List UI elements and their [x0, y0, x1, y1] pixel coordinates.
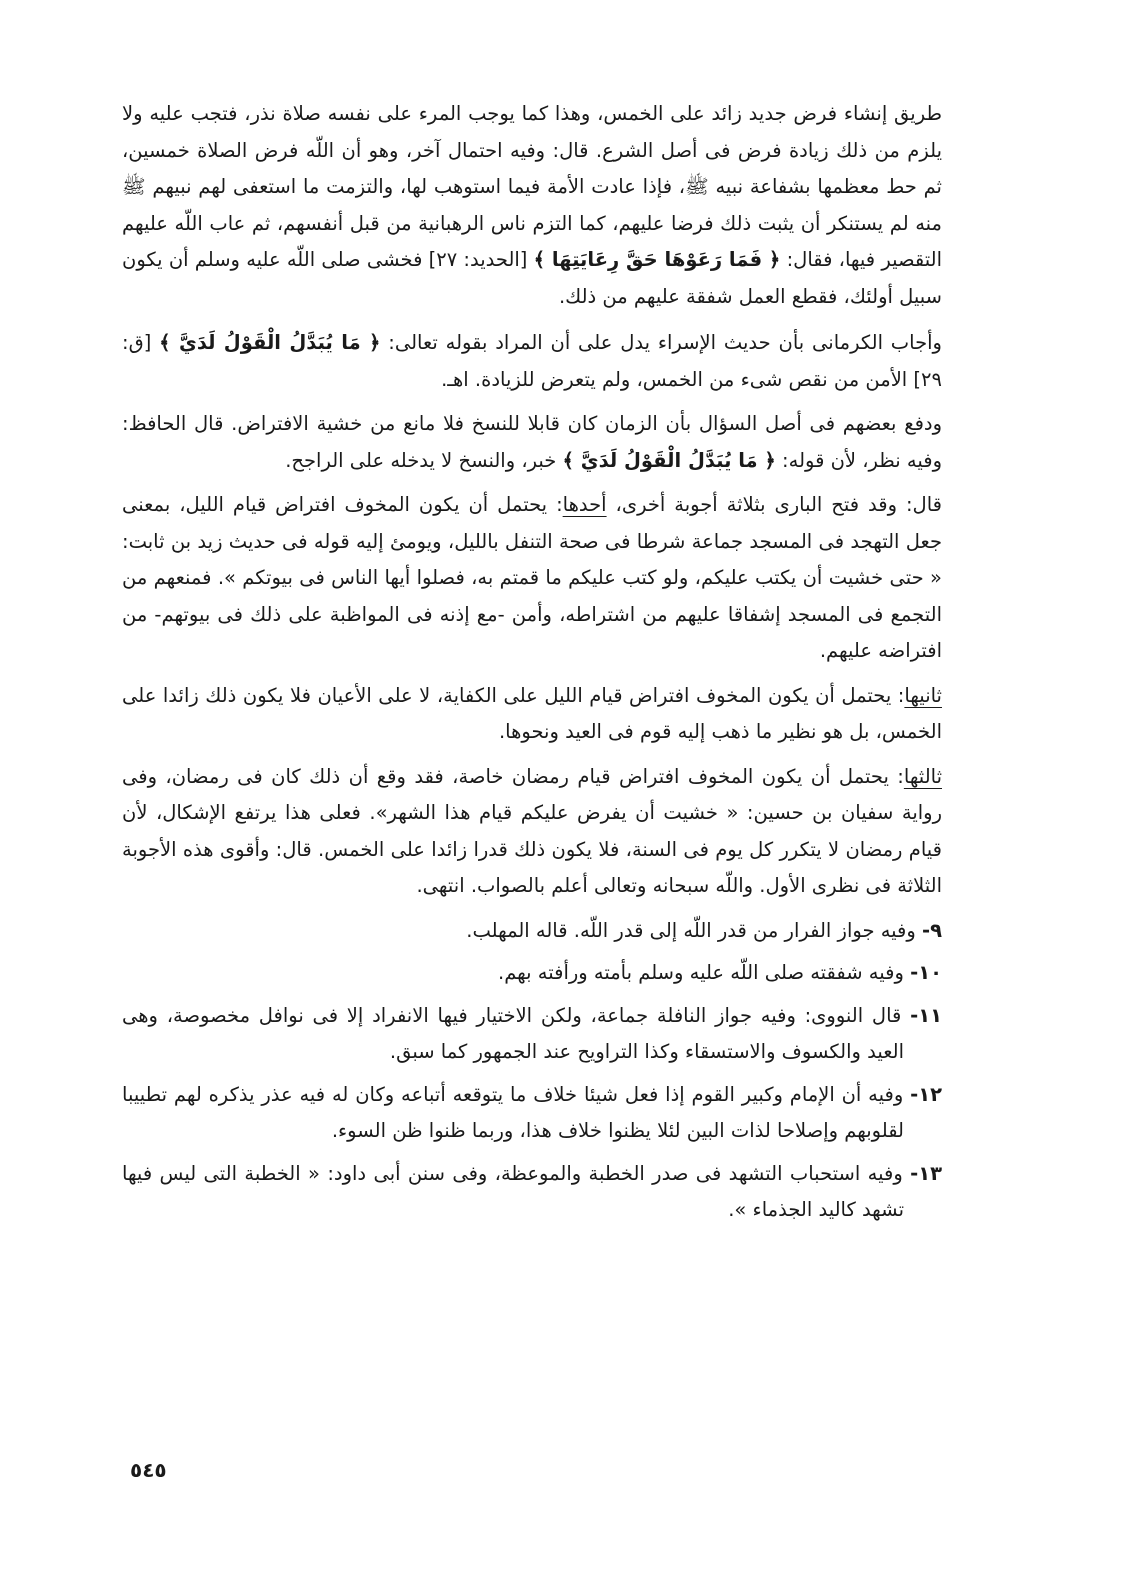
paragraph-third-answer: [122, 759, 942, 905]
item-number: ١٣-: [910, 1161, 942, 1185]
paragraph-text: وأجاب الكرمانى بأن حديث الإسراء يدل على أن المراد بقوله تعالى:: [388, 331, 942, 354]
paragraph-text: : يحتمل أن يكون المخوف افتراض قيام رمضان خاصة، فقد وقع أن ذلك كان فى رمضان، وفى رواية سفيان بن حسين: « خشيت أن يفرض عليكم قيام هذا الشهر». فعلى هذا يرتفع الإشكال، لأن قيام رمضان لا يتكرر كل يوم فى السنة، فلا يكون ذلك قدرا زائدا على الخمس. قال: وأقوى هذه الأجوبة الثلاثة فى نظرى الأول. واللّه سبحانه وتعالى أعلم بالصواب. انتهى.: [122, 764, 942, 897]
paragraph-second-answer: [122, 678, 942, 751]
paragraph-text: قال: وقد فتح البارى بثلاثة أجوبة أخرى،: [615, 493, 942, 516]
page-number: ٥٤٥: [130, 1458, 167, 1482]
item-text: وفيه استحباب التشهد فى صدر الخطبة والموعظة، وفى سنن أبى داود: « الخطبة التى ليس فيها تشهد كاليد الجذماء ».: [122, 1161, 904, 1221]
paragraph-text: خبر، والنسخ لا يدخله على الراجح.: [285, 448, 557, 472]
quran-verse: ﴿ مَا يُبَدَّلُ الْقَوْلُ لَدَيَّ ﴾: [159, 331, 381, 354]
item-number: ١١-: [910, 1003, 942, 1027]
item-text: قال النووى: وفيه جواز النافلة جماعة، ولكن الاختيار فيها الانفراد إلا فى نوافل مخصوصة، وهى العيد والكسوف والاستسقاء وكذا التراويح عند الجمهور كما سبق.: [122, 1003, 904, 1063]
paragraph-text: طريق إنشاء فرض جديد زائد على الخمس، وهذا كما يوجب المرء على نفسه صلاة نذر، فتجب عليه ولا يلزم من ذلك زيادة فرض فى أصل الشرع. قال: وفيه احتمال آخر، وهو أن اللّه فرض الصلاة خمسين، ثم حط معظمها بشفاعة نبيه ﷺ، فإذا عادت الأمة فيما استوهب لها، والتزمت ما استعفى لهم نبيهم ﷺ منه لم يستنكر أن يثبت ذلك فرضا عليهم، كما التزم ناس الرهبانية من قبل أنفسهم، ثم عاب اللّه عليهم التقصير فيها، فقال:: [122, 102, 942, 271]
list-item: [122, 998, 942, 1071]
item-number: ١٢-: [910, 1082, 942, 1106]
paragraph-first-answer: [122, 487, 942, 670]
quran-verse: ﴿ مَا يُبَدَّلُ الْقَوْلُ لَدَيَّ ﴾: [562, 448, 776, 472]
answer-label: ثانيها: [904, 683, 942, 707]
paragraph-kirmani: [122, 325, 942, 398]
page-body: [122, 96, 942, 1235]
paragraph-text: [ق: ٢٩] الأمن من نقص شىء من الخمس، ولم يتعرض للزيادة. اهـ.: [122, 331, 942, 391]
list-item: [122, 1077, 942, 1150]
list-item: [122, 955, 942, 992]
answer-label: أحدها: [562, 493, 607, 516]
paragraph-objection: [122, 406, 942, 479]
list-item: [122, 1156, 942, 1229]
item-number: ٩-: [922, 918, 942, 942]
quran-verse: ﴿ فَمَا رَعَوْهَا حَقَّ رِعَايَتِهَا ﴾: [533, 248, 781, 271]
paragraph-text: : يحتمل أن يكون المخوف افتراض قيام الليل على الكفاية، لا على الأعيان فلا يكون ذلك زائدا على الخمس، بل هو نظير ما ذهب إليه قوم فى العيد ونحوها.: [122, 683, 942, 743]
item-text: وفيه جواز الفرار من قدر اللّه إلى قدر اللّه. قاله المهلب.: [466, 918, 916, 942]
paragraph-text: : يحتمل أن يكون المخوف افتراض قيام الليل، بمعنى جعل التهجد فى المسجد جماعة شرطا فى صحة التنفل بالليل، ويومئ إليه قوله فى حديث زيد بن ثابت: « حتى خشيت أن يكتب عليكم، ولو كتب عليكم ما قمتم به، فصلوا أيها الناس فى بيوتكم ». فمنعهم من التجمع فى المسجد إشفاقا عليهم من اشتراطه، وأمن -مع إذنه فى المواظبة على ذلك فى بيوتهم- من افتراضه عليهم.: [122, 493, 942, 662]
answer-label: ثالثها: [903, 764, 942, 788]
paragraph-continuation: [122, 96, 942, 315]
paragraph-text: ودفع بعضهم فى أصل السؤال بأن الزمان كان قابلا للنسخ فلا مانع من خشية الافتراض. قال الحافظ: وفيه نظر، لأن قوله:: [122, 412, 942, 472]
list-item: [122, 913, 942, 950]
paragraph-text: [الحديد: ٢٧] فخشى صلى اللّه عليه وسلم أن يكون سبيل أولئك، فقطع العمل شفقة عليهم من ذلك.: [122, 248, 942, 308]
item-number: ١٠-: [910, 961, 942, 984]
item-text: وفيه شفقته صلى اللّه عليه وسلم بأمته ورأفته بهم.: [498, 961, 904, 984]
item-text: وفيه أن الإمام وكبير القوم إذا فعل شيئا خلاف ما يتوقعه أتباعه وكان له فيه عذر يذكره لهم تطييبا لقلوبهم وإصلاحا لذات البين لئلا يظنوا خلاف هذا، وربما ظنوا ظن السوء.: [122, 1082, 904, 1142]
